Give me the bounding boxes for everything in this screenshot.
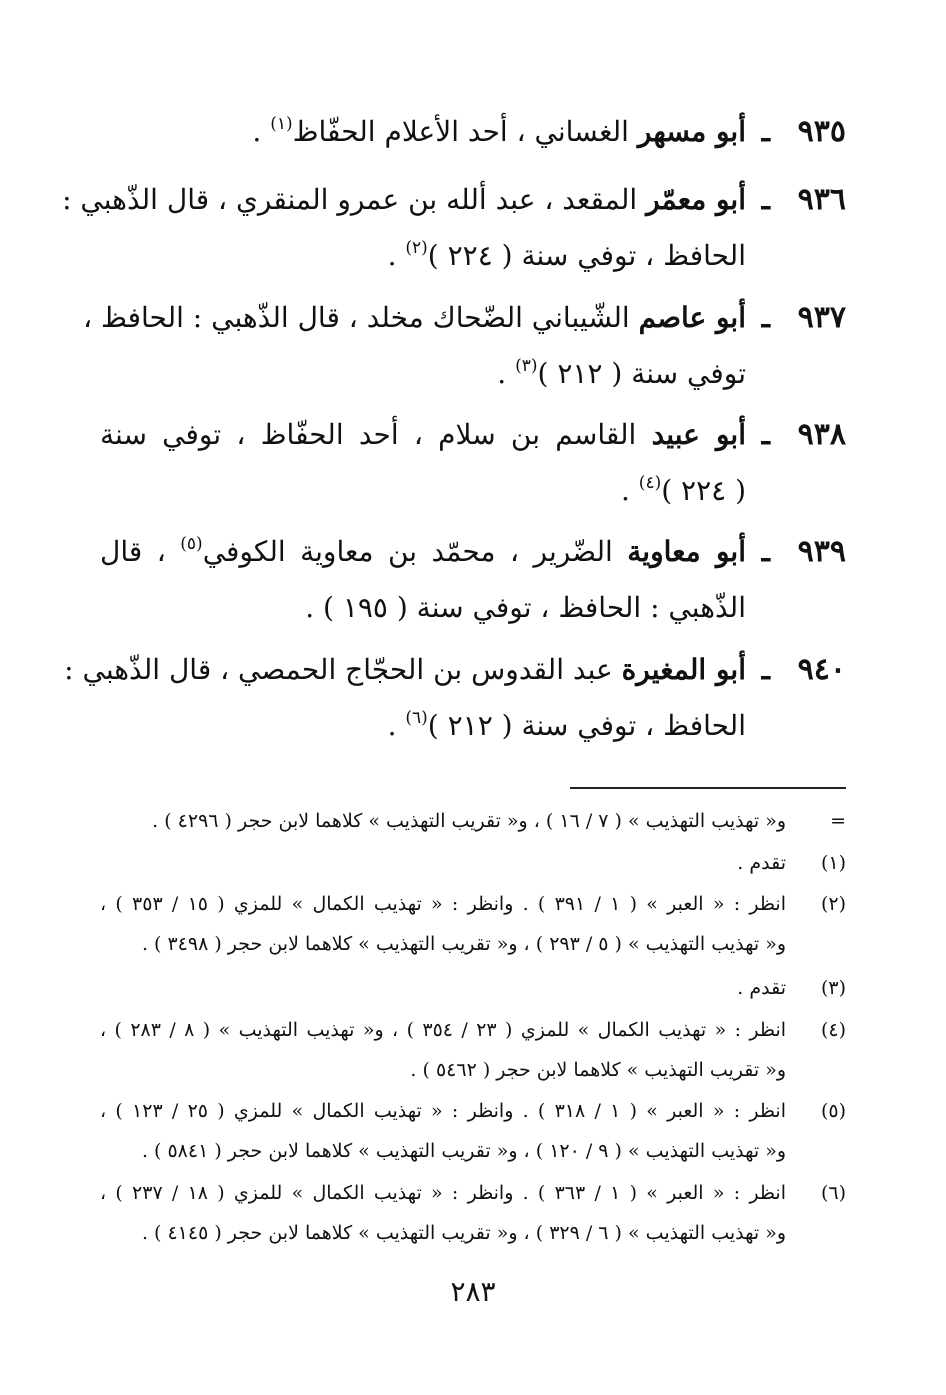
entry-name: أبو المغيرة bbox=[621, 653, 746, 686]
footnote-4 bbox=[100, 1010, 846, 1090]
footnote-continuation bbox=[100, 801, 846, 841]
entry-line: أبو مسهر الغساني ، أحد الأعلام الحفّاظ$^{(١)}$ . bbox=[252, 114, 746, 148]
footnote-line: و« تهذيب التهذيب » ( ٧ / ١٦ ) ، و« تقريب التهذيب » كلاهما لابن حجر ( ٤٢٩٦ ) . bbox=[152, 810, 786, 832]
entry-line: أبو المغيرة عبد القدوس بن الحجّاج الحمصي ، قال الذّهبي : bbox=[64, 653, 746, 686]
entry-dash: ـ bbox=[761, 301, 770, 334]
footnote-number: (٦) bbox=[820, 1182, 846, 1204]
entry-line: أبو عبيد القاسم بن سلام ، أحد الحفّاظ ، توفي سنة bbox=[100, 418, 746, 451]
entry-940 bbox=[64, 642, 846, 754]
entry-name: أبو معاوية bbox=[627, 535, 746, 568]
entry-line: أبو عاصم الشّيباني الضّحاك مخلد ، قال الذّهبي : الحافظ ، bbox=[83, 301, 746, 334]
footnote-2 bbox=[100, 884, 846, 964]
entry-939 bbox=[100, 524, 846, 636]
entry-line: الذّهبي : الحافظ ، توفي سنة ( ١٩٥ ) . bbox=[305, 591, 746, 624]
entry-number: ٩٣٨ bbox=[797, 417, 846, 452]
footnote-marker[interactable]: (٣) bbox=[515, 356, 538, 376]
entry-number: ٩٣٧ bbox=[797, 300, 846, 335]
entry-dash: ـ bbox=[761, 653, 770, 686]
footnote-line: انظر : « تهذيب الكمال » للمزي ( ٢٣ / ٣٥٤ ) ، و« تهذيب التهذيب » ( ٨ / ٢٨٣ ) ، bbox=[100, 1019, 787, 1041]
footnote-number: (٢) bbox=[820, 893, 846, 915]
footnote-number: (٥) bbox=[820, 1100, 846, 1122]
entry-name: أبو عاصم bbox=[638, 301, 746, 334]
footnote-line: انظر : « العبر » ( ١ / ٣١٨ ) . وانظر : « تهذيب الكمال » للمزي ( ٢٥ / ١٢٣ ) ، bbox=[100, 1100, 786, 1122]
footnote-line: تقدم . bbox=[737, 852, 786, 874]
footnote-marker[interactable]: (٤) bbox=[638, 473, 662, 493]
footnote-line: و« تهذيب التهذيب » ( ٩ / ١٢٠ ) ، و« تقريب التهذيب » كلاهما لابن حجر ( ٥٨٤١ ) . bbox=[141, 1140, 786, 1162]
entry-number: ٩٣٥ bbox=[797, 114, 846, 149]
footnote-line: انظر : « العبر » ( ١ / ٣٩١ ) . وانظر : « تهذيب الكمال » للمزي ( ١٥ / ٣٥٣ ) ، bbox=[100, 893, 786, 915]
footnote-number: (٤) bbox=[820, 1019, 846, 1041]
footnote-marker[interactable]: (٦) bbox=[405, 708, 428, 728]
entry-number: ٩٣٦ bbox=[797, 182, 846, 217]
footnote-line: انظر : « العبر » ( ١ / ٣٦٣ ) . وانظر : « تهذيب الكمال » للمزي ( ١٨ / ٢٣٧ ) ، bbox=[100, 1182, 786, 1204]
entry-line: توفي سنة ( ٢١٢ )$^{(٣)}$ . bbox=[497, 356, 746, 390]
page-number: ٢٨٣ bbox=[450, 1275, 496, 1308]
entry-dash: ـ bbox=[761, 418, 770, 451]
entry-938 bbox=[100, 407, 846, 519]
entry-935 bbox=[100, 104, 846, 160]
entry-line: الحافظ ، توفي سنة ( ٢٢٤ )$^{(٢)}$ . bbox=[387, 238, 746, 272]
footnote-number: (٣) bbox=[820, 977, 846, 999]
entry-line: الحافظ ، توفي سنة ( ٢١٢ )$^{(٦)}$ . bbox=[387, 708, 746, 742]
entry-line: أبو معمّر المقعد ، عبد ألله بن عمرو المنقري ، قال الذّهبي : bbox=[62, 183, 746, 216]
footnote-3 bbox=[100, 968, 846, 1008]
entry-number: ٩٣٩ bbox=[797, 534, 846, 569]
footnote-6 bbox=[100, 1173, 846, 1253]
footnote-marker[interactable]: (٢) bbox=[405, 238, 428, 258]
footnote-1 bbox=[100, 843, 846, 883]
entry-dash: ـ bbox=[761, 183, 770, 216]
entry-936 bbox=[62, 172, 846, 284]
footnote-line: و« تقريب التهذيب » كلاهما لابن حجر ( ٥٤٦٢ ) . bbox=[410, 1059, 786, 1081]
entry-937 bbox=[83, 290, 846, 402]
footnote-marker[interactable]: (٥) bbox=[180, 534, 203, 554]
entry-line: أبو معاوية الضّرير ، محمّد بن معاوية الكوفي$^{(٥)}$ ، قال bbox=[100, 534, 746, 568]
footnote-line: و« تهذيب التهذيب » ( ٥ / ٢٩٣ ) ، و« تقريب التهذيب » كلاهما لابن حجر ( ٣٤٩٨ ) . bbox=[141, 933, 786, 955]
entry-number: ٩٤٠ bbox=[797, 652, 846, 687]
entry-name: أبو معمّر bbox=[646, 183, 746, 216]
footnote-separator bbox=[570, 787, 846, 789]
footnote-5 bbox=[100, 1091, 846, 1171]
footnote-number: = bbox=[830, 810, 846, 832]
footnote-marker[interactable]: (١) bbox=[270, 114, 293, 134]
entry-name: أبو مسهر bbox=[637, 115, 746, 148]
entry-dash: ـ bbox=[761, 115, 770, 148]
entry-dash: ـ bbox=[761, 535, 770, 568]
footnote-number: (١) bbox=[820, 852, 846, 874]
footnote-line: تقدم . bbox=[737, 977, 786, 999]
entry-line: ( ٢٢٤ )$^{(٤)}$ . bbox=[620, 473, 746, 507]
footnote-line: و« تهذيب التهذيب » ( ٦ / ٣٢٩ ) ، و« تقريب التهذيب » كلاهما لابن حجر ( ٤١٤٥ ) . bbox=[141, 1222, 786, 1244]
entry-name: أبو عبيد bbox=[651, 418, 746, 451]
